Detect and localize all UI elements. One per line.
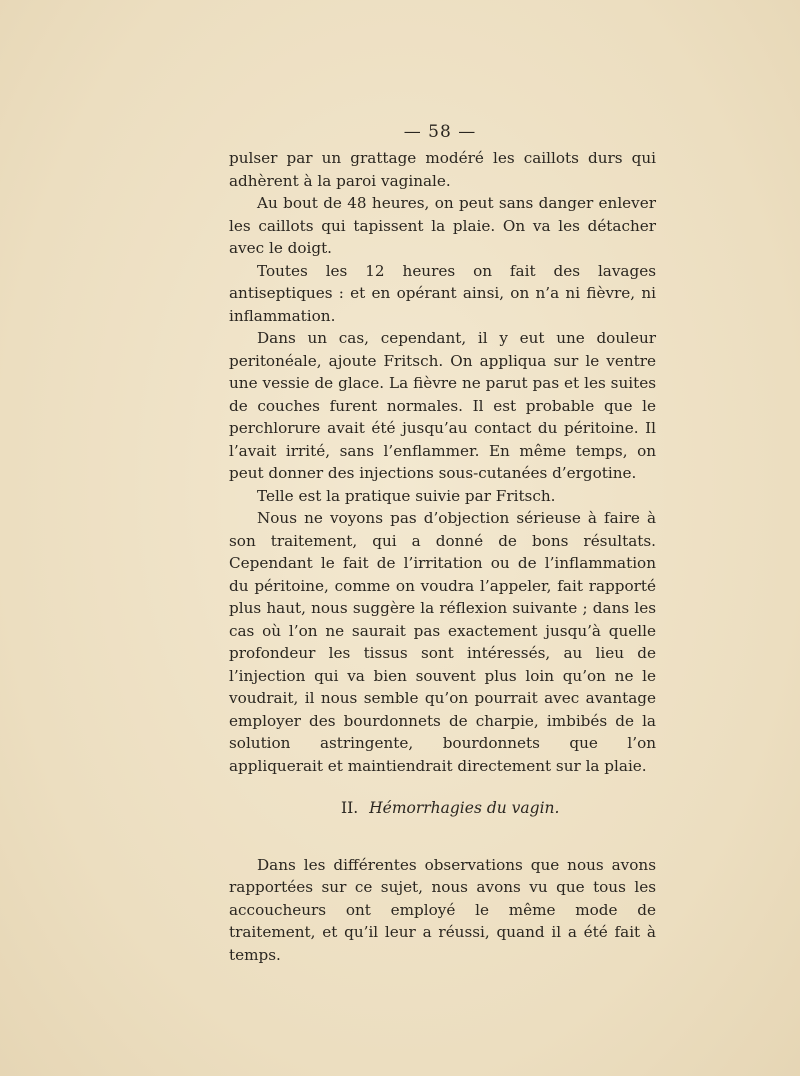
page-number: — 58 —: [403, 122, 477, 142]
body-text: [229, 147, 656, 966]
paragraph: Dans un cas, cependant, il y eut une douleur peritonéale, ajoute Fritsch. On appliqua sur le ventre une vessie de glace. La fièvre ne parut pas et les suites de couches furent normales. Il est probable que le perchlorure avait été jusqu’au contact du péritoine. Il l’avait irrité, sans l’enflammer. En même temps, on peut donner des injections sous-cutanées d’ergotine.: [229, 329, 656, 482]
paragraph: Au bout de 48 heures, on peut sans danger enlever les caillots qui tapissent la plaie. On va les détacher avec le doigt.: [229, 194, 656, 257]
paragraph: Nous ne voyons pas d’objection sérieuse à faire à son traitement, qui a donné de bons résultats. Cependant le fait de l’irritation ou de l’inflammation du péritoine, comme on voudra l’appeler, fait rapporté plus haut, nous suggère la réflexion suivante ; dans les cas où l’on ne saurait pas exactement jusqu’à quelle profondeur les tissus sont intéressés, au lieu de l’injection qui va bien souvent plus loin qu’on ne le voudrait, il nous semble qu’on pourrait avec avantage employer des bourdonnets de charpie, imbibés de la solution astringente, bourdonnets que l’on appliquerait et maintiendrait directement sur la plaie.: [229, 509, 656, 775]
closing-paragraph: Dans les différentes observations que nous avons rapportées sur ce sujet, nous avons vu que tous les accoucheurs ont employé le même mode de traitement, et qu’il leur a réussi, quand il a été fait à temps.: [229, 855, 656, 964]
paragraph: Telle est la pratique suivie par Fritsch.: [257, 486, 556, 505]
section-numeral: II.: [341, 799, 359, 817]
section-heading: [229, 797, 656, 820]
section-title: Hémorrhagies du vagin.: [369, 799, 560, 817]
paragraph-continuation: pulser par un grattage modéré les caillots durs qui adhèrent à la paroi vaginale.: [229, 149, 656, 190]
paragraph: Toutes les 12 heures on fait des lavages antiseptiques : et en opérant ainsi, on n’a ni fièvre, ni inflammation.: [229, 261, 656, 325]
